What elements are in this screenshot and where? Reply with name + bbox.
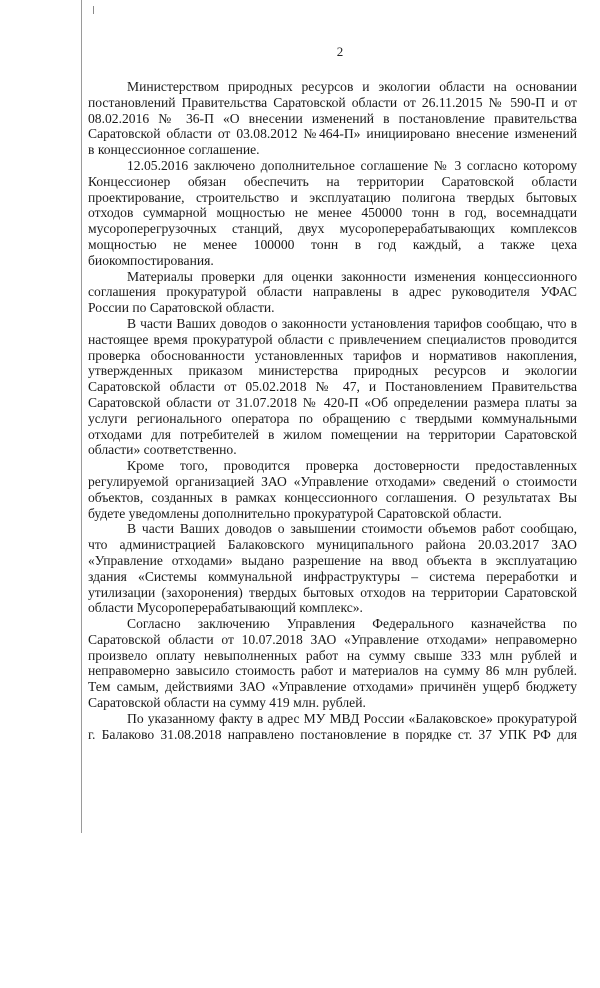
paragraph bbox=[88, 316, 577, 458]
text-line: В части Ваших доводов о завышении стоимости объемов работ сообщаю, bbox=[127, 521, 577, 537]
text-line: Саратовской области от 05.02.2018 № 47, и Постановлением Правительства bbox=[88, 379, 577, 395]
left-margin-rule bbox=[81, 0, 82, 833]
text-line: Согласно заключению Управления Федерального казначейства по bbox=[127, 616, 577, 632]
text-line: соглашения прокуратурой области направлены в адрес руководителя УФАС bbox=[88, 284, 577, 300]
text-line: Саратовской области от 03.08.2012 №464-П» инициировано внесение изменений bbox=[88, 126, 577, 142]
text-line: отходов суммарной мощностью не менее 450000 тонн в год, восемнадцати bbox=[88, 205, 577, 221]
text-line: По указанному факту в адрес МУ МВД России «Балаковское» прокуратурой bbox=[127, 710, 577, 726]
text-line: Тем самым, действиями ЗАО «Управление отходами» причинён ущерб бюджету bbox=[88, 679, 577, 695]
text-line: Кроме того, проводится проверка достоверности предоставленных bbox=[127, 458, 577, 474]
text-line: здания «Системы коммунальной инфраструктуры – система переработки и bbox=[88, 568, 577, 584]
text-line: Материалы проверки для оценки законности изменения концессионного bbox=[127, 268, 577, 284]
text-line: произвело оплату невыполненных работ на сумму свыше 333 млн рублей и bbox=[88, 647, 577, 663]
page-number: 2 bbox=[336, 44, 344, 59]
text-line: проверка обоснованности установленных тарифов и нормативов накопления, bbox=[88, 347, 577, 363]
text-line: утвержденных приказом министерства природных ресурсов и экологии bbox=[88, 363, 577, 379]
text-line: области» соответственно. bbox=[88, 442, 237, 458]
text-line: будете уведомлены дополнительно прокуратурой Саратовской области. bbox=[88, 505, 502, 521]
text-line: постановлений Правительства Саратовской области от 26.11.2015 № 590-П и от bbox=[88, 94, 577, 110]
text-line: регулируемой организацией ЗАО «Управление отходами» сведений о стоимости bbox=[88, 473, 577, 489]
text-line: утилизации (захоронения) твердых бытовых отходов на территории Саратовской bbox=[88, 584, 577, 600]
text-line: что администрацией Балаковского муниципального района 20.03.2017 ЗАО bbox=[88, 537, 577, 553]
text-line: отходами для потребителей в жилом помещении на территории Саратовской bbox=[88, 426, 577, 442]
text-line: области Мусороперерабатывающий комплекс». bbox=[88, 600, 363, 616]
text-line: России по Саратовской области. bbox=[88, 300, 275, 316]
text-line: проектирование, строительство и эксплуатацию полигона твердых бытовых bbox=[88, 189, 577, 205]
paragraph bbox=[88, 158, 577, 269]
paragraph bbox=[88, 79, 577, 158]
text-line: биокомпостирования. bbox=[88, 252, 214, 268]
text-line: 08.02.2016 № 36-П «О внесении изменений в постановление правительства bbox=[88, 110, 577, 126]
text-line: «Управление отходами» выдано разрешение на ввод объекта в эксплуатацию bbox=[88, 552, 577, 568]
scan-mark bbox=[93, 6, 94, 14]
text-line: Концессионер обязан обеспечить на территории Саратовской области bbox=[88, 173, 577, 189]
text-line: Саратовской области на сумму 419 млн. рублей. bbox=[88, 695, 366, 711]
text-line: Министерством природных ресурсов и экологии области на основании bbox=[127, 79, 577, 94]
text-line: г. Балаково 31.08.2018 направлено постановление в порядке ст. 37 УПК РФ для bbox=[88, 726, 577, 742]
paragraph bbox=[88, 458, 577, 521]
paragraph bbox=[88, 616, 577, 711]
text-line: мощностью не менее 100000 тонн в год каждый, а также цеха bbox=[88, 236, 577, 252]
text-line: в концессионное соглашение. bbox=[88, 142, 260, 158]
text-line: неправомерно завысило стоимость работ и материалов на сумму 86 млн рублей. bbox=[88, 663, 577, 679]
paragraph bbox=[88, 521, 577, 616]
text-line: настоящее время прокуратурой области с привлечением специалистов проводится bbox=[88, 331, 577, 347]
paragraph bbox=[88, 711, 577, 743]
text-line: 12.05.2016 заключено дополнительное соглашение № 3 согласно которому bbox=[127, 157, 577, 173]
text-line: В части Ваших доводов о законности установления тарифов сообщаю, что в bbox=[127, 315, 577, 331]
paragraph bbox=[88, 269, 577, 316]
text-line: услуги регионального оператора по обращению с твердыми коммунальными bbox=[88, 410, 577, 426]
text-line: Саратовской области от 10.07.2018 ЗАО «Управление отходами» неправомерно bbox=[88, 631, 577, 647]
text-line: Саратовской области от 31.07.2018 № 420-П «Об определении размера платы за bbox=[88, 394, 577, 410]
document-body bbox=[88, 79, 577, 742]
text-line: объектов, созданных в рамках концессионного соглашения. О результатах Вы bbox=[88, 489, 577, 505]
text-line: мусороперегрузочных станций, двух мусороперерабатывающих комплексов bbox=[88, 221, 577, 237]
